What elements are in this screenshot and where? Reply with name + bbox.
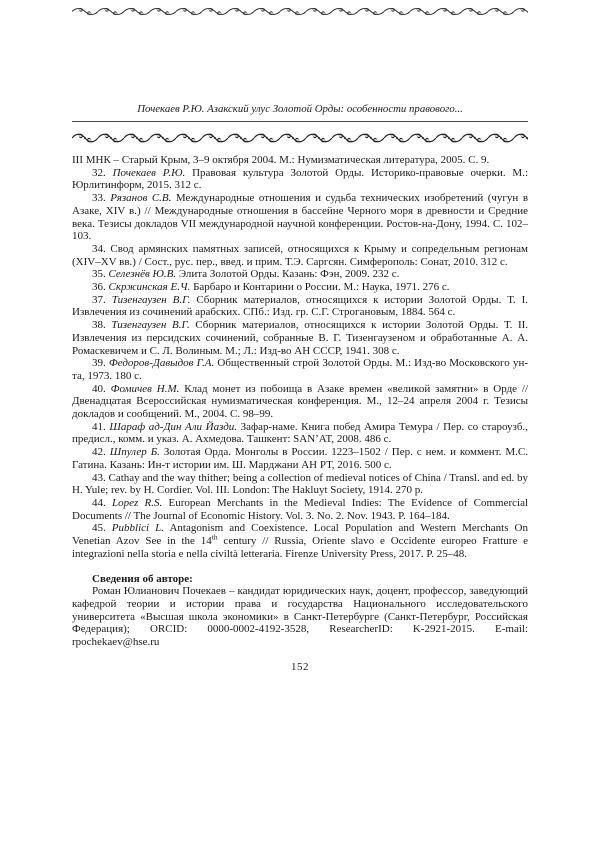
reference-entry: 40. Фомичев Н.М. Клад монет из побоища в Азаке времен «великой замятни» в Орде // Двенадцатая Всероссийская нумизматическая конференция. М., 12–24 апреля 2004 г. Тезисы докладов и сообщений. М., 2004. С. 98–99. (72, 382, 529, 421)
reference-author: Шараф ад-Дин Али Йазди. (109, 420, 238, 433)
reference-entry: 41. Шараф ад-Дин Али Йазди. Зафар-наме. Книга побед Амира Темура / Пер. со староузб., предисл., комм. и указ. А. Ахмедова. Ташкент: SAN’AT, 2008. 486 с. (72, 420, 529, 446)
reference-entry: 35. Селезнёв Ю.В. Элита Золотой Орды. Казань: Фэн, 2009. 232 с. (92, 268, 400, 281)
reference-entry: 37. Тизенгаузен В.Г. Сборник материалов, относящихся к истории Золотой Орды. Т. I. Извлечения из сочинений арабских. СПб.: Изд. гр. С.Г. Строгановым, 1884. 564 с. (72, 293, 529, 319)
reference-author: Lopez R.S. (112, 496, 163, 509)
author-info-heading: Сведения об авторе: (92, 572, 193, 585)
references-section (72, 154, 528, 561)
reference-author: Pubblici L. (111, 522, 164, 535)
reference-entry: 34. Свод армянских памятных записей, относящихся к Крыму и сопредельным регионам (XIV–XV вв.) / Сост., рус. пер., введ. и прим. Т.Э. Саргсян. Симферополь: Сонат, 2010. 312 с. (72, 242, 528, 268)
reference-entry: 38. Тизенгаузен В.Г. Сборник материалов, относящихся к истории Золотой Орды. Т. II. Извлечения из персидских сочинений, собранные В. Г. Тизенгаузеном и обработанные А. А. Ромаскевичем и С. Л. Волиным. М.; Л.: Изд-во АН СССР, 1941. 308 с. (72, 319, 529, 357)
reference-author: Почекаев Р.Ю. (112, 166, 186, 179)
reference-author: Селезнёв Ю.В. (108, 268, 177, 281)
reference-entry: 44. Lopez R.S. European Merchants in the Medieval Indies: The Evidence of Commercial Documents // The Journal of Economic History. Vol. 3. No. 2. Nov. 1943. P. 164–184. (72, 496, 529, 522)
reference-author: Шпулер Б. (109, 446, 160, 459)
reference-entry: 42. Шпулер Б. Золотая Орда. Монголы в России. 1223–1502 / Пер. с нем. и коммент. М.С. Гатина. Казань: Ин-т истории им. Ш. Марджани АН РТ, 2016. 500 с. (72, 446, 529, 471)
reference-entry: 36. Скржинская Е.Ч. Барбаро и Контарини о России. М.: Наука, 1971. 276 с. (92, 281, 450, 294)
reference-author: Тизенгаузен В.Г. (111, 319, 190, 332)
running-header: Почекаев Р.Ю. Азакский улус Золотой Орды: особенности правового... (72, 103, 528, 122)
page-number: 152 (291, 660, 309, 673)
author-info-body: Роман Юлианович Почекаев – кандидат юридических наук, доцент, профессор, заведующий кафедрой теории и истории права и государства Национального исследовательского университета «Высшая школа экономики» в Санкт-Петербурге (Санкт-Петербург, Российская Федерация); ORCID: 0000-0002-4192-3528, ResearcherID: K-2921-2015. E-mail: rpochekaev@hse.ru (72, 585, 528, 649)
reference-author: Тизенгаузен В.Г. (111, 293, 191, 306)
reference-entry: 39. Федоров-Давыдов Г.А. Общественный строй Золотой Орды. М.: Изд-во Московского ун-та, 1973. 180 с. (72, 357, 528, 382)
reference-author: Рязанов С.В. (110, 192, 172, 205)
reference-author: Федоров-Давыдов Г.А. (108, 357, 215, 370)
reference-entry: 32. Почекаев Р.Ю. Правовая культура Золотой Орды. Историко-правовые очерки. М.: Юрлитинформ, 2015. 312 с. (72, 166, 529, 192)
ornament-band-top (72, 6, 528, 17)
reference-author: Скржинская Е.Ч. (108, 281, 191, 294)
reference-entry: 33. Рязанов С.В. Международные отношения и судьба технических изобретений (чугун в Азаке, XIV в.) // Международные отношения в бассейне Черного моря в древности и Средние века. Тезисы докладов VII международной научной конференции. Ростов-на-Дону, 1994. С. 102–103. (72, 192, 529, 243)
references-list (72, 167, 528, 561)
author-info-section (72, 573, 528, 649)
reference-author: Фомичев Н.М. (110, 382, 180, 395)
reference-continuation: III МНК – Старый Крым, 3–9 октября 2004. М.: Нумизматическая литература, 2005. С. 9. (72, 154, 490, 166)
ornament-band-mid (72, 131, 528, 145)
superscript-text: th (211, 532, 218, 542)
reference-entry: 45. Pubblici L. Antagonism and Coexistence. Local Population and Western Merchants On Venetian Azov See in the 14th century // Russia, Oriente slavo e Occidente europeo Fratture e integrazioni nella storia e nella civiltà letteraria. Firenze University Press, 2017. P. 25–48. (72, 522, 528, 560)
reference-entry: 43. Cathay and the way thither; being a collection of medieval notices of China / Transl. and ed. by H. Yule; rev. by H. Cordier. Vol. III. London: The Hakluyt Society, 1914. 270 p. (72, 471, 529, 497)
